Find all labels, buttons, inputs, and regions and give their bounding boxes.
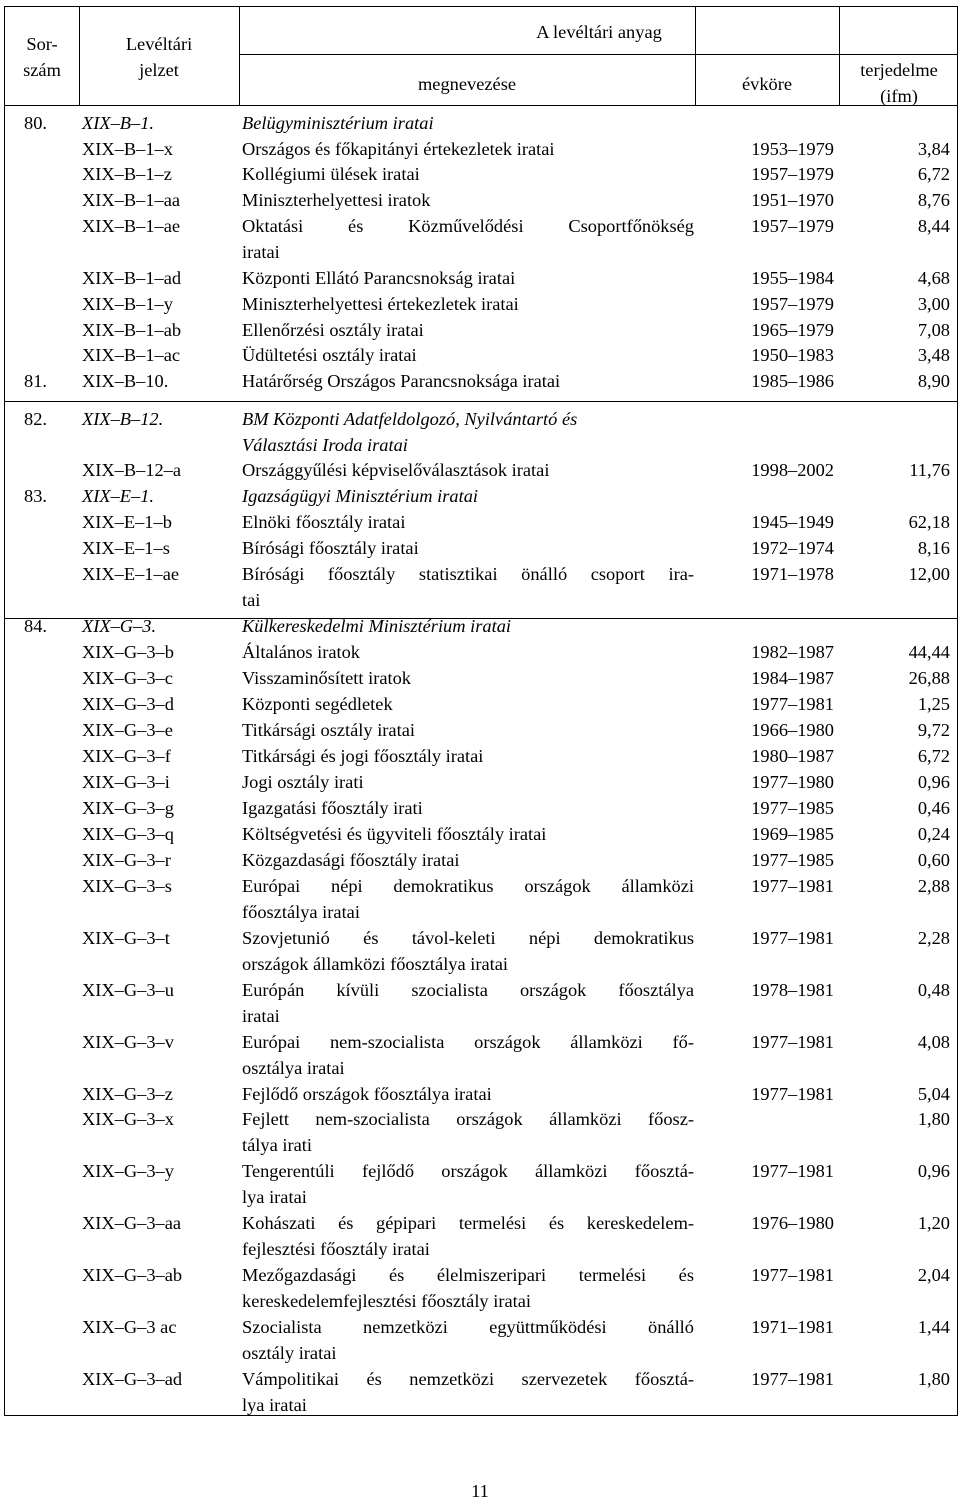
cell-jelzet: XIX–B–1.: [82, 113, 155, 133]
megnevezes-line: Oktatási és Közművelődési Csoportfőnökség: [242, 216, 694, 236]
cell-megnevezes: [242, 187, 694, 213]
cell-jelzet: XIX–G–3–i: [82, 772, 170, 792]
page-number: 11: [471, 1481, 489, 1501]
cell-jelzet: XIX–G–3–x: [82, 1109, 174, 1129]
header-terjedelme: terjedelme (ifm): [860, 60, 938, 106]
cell-megnevezes: [242, 509, 694, 535]
cell-megnevezes: [242, 1366, 694, 1418]
header-anyag: A levéltári anyag: [536, 22, 662, 42]
cell-jelzet: XIX–G–3–t: [82, 928, 170, 948]
cell-terjedelme: 4,08: [917, 1032, 950, 1052]
cell-jelzet: XIX–B–1–ab: [82, 320, 182, 340]
cell-sorszam: 83.: [24, 486, 47, 506]
cell-evkore: 1977–1981: [751, 1161, 834, 1181]
cell-jelzet: XIX–B–1–aa: [82, 190, 181, 210]
cell-terjedelme: 2,88: [917, 876, 950, 896]
cell-jelzet: XIX–G–3–v: [82, 1032, 174, 1052]
megnevezes-line: Tengerentúli fejlődő országok államközi főosztá-: [242, 1161, 694, 1181]
megnevezes-line: Elnöki főosztály iratai: [242, 512, 406, 532]
megnevezes-line: Mezőgazdasági és élelmiszeripari termelési és: [242, 1265, 694, 1285]
cell-terjedelme: 44,44: [908, 642, 950, 662]
cell-evkore: 1977–1980: [751, 772, 834, 792]
megnevezes-line: Fejlődő országok főosztálya iratai: [242, 1084, 492, 1104]
cell-megnevezes: [242, 213, 694, 265]
cell-jelzet: XIX–E–1–b: [82, 512, 172, 532]
cell-megnevezes: [242, 691, 694, 717]
megnevezes-line: lya iratai: [242, 1395, 307, 1415]
megnevezes-line: Kollégiumi ülések iratai: [242, 164, 420, 184]
megnevezes-line: Titkársági osztály iratai: [242, 720, 415, 740]
cell-jelzet: XIX–B–1–ad: [82, 268, 182, 288]
cell-evkore: 1955–1984: [751, 268, 834, 288]
cell-terjedelme: 2,04: [917, 1265, 950, 1285]
megnevezes-line: Szocialista nemzetközi együttműködési önálló: [242, 1317, 694, 1337]
row-separator: [4, 618, 958, 619]
cell-evkore: 1977–1981: [751, 694, 834, 714]
cell-megnevezes: [242, 613, 694, 639]
cell-terjedelme: 3,00: [917, 294, 950, 314]
cell-megnevezes: [242, 265, 694, 291]
cell-megnevezes: [242, 821, 694, 847]
cell-terjedelme: 4,68: [917, 268, 950, 288]
cell-evkore: 1966–1980: [751, 720, 834, 740]
cell-jelzet: XIX–G–3–y: [82, 1161, 174, 1181]
cell-evkore: 1950–1983: [751, 345, 834, 365]
cell-evkore: 1977–1981: [751, 1032, 834, 1052]
cell-sorszam: 84.: [24, 616, 47, 636]
header-jelzet: Levéltári jelzet: [125, 34, 193, 80]
cell-evkore: 1977–1981: [751, 1265, 834, 1285]
cell-evkore: 1957–1979: [751, 294, 834, 314]
cell-jelzet: XIX–G–3–d: [82, 694, 174, 714]
cell-jelzet: XIX–B–1–ae: [82, 216, 181, 236]
cell-evkore: 1984–1987: [751, 668, 834, 688]
megnevezes-line: Miniszterhelyettesi iratok: [242, 190, 431, 210]
cell-megnevezes: [242, 291, 694, 317]
cell-terjedelme: 1,80: [917, 1109, 950, 1129]
cell-evkore: 1998–2002: [751, 460, 834, 480]
cell-jelzet: XIX–B–1–ac: [82, 345, 181, 365]
cell-terjedelme: 12,00: [908, 564, 950, 584]
cell-megnevezes: [242, 457, 694, 483]
megnevezes-line: tálya irati: [242, 1135, 312, 1155]
cell-jelzet: XIX–G–3–b: [82, 642, 174, 662]
megnevezes-line: Bírósági főosztály statisztikai önálló csoport ira-: [242, 564, 694, 584]
cell-jelzet: XIX–G–3–z: [82, 1084, 173, 1104]
cell-evkore: 1976–1980: [751, 1213, 834, 1233]
cell-evkore: 1965–1979: [751, 320, 834, 340]
cell-megnevezes: [242, 1029, 694, 1081]
cell-terjedelme: 0,96: [917, 1161, 950, 1181]
cell-megnevezes: [242, 1081, 694, 1107]
megnevezes-line: Költségvetési és ügyviteli főosztály iratai: [242, 824, 547, 844]
cell-jelzet: XIX–B–1–y: [82, 294, 173, 314]
cell-jelzet: XIX–E–1.: [82, 486, 155, 506]
cell-megnevezes: [242, 406, 694, 458]
cell-jelzet: XIX–G–3–f: [82, 746, 171, 766]
table-header: [4, 6, 958, 106]
cell-megnevezes: [242, 342, 694, 368]
cell-evkore: 1945–1949: [751, 512, 834, 532]
header-megnevezes: megnevezése: [417, 74, 517, 94]
megnevezes-line: Vámpolitikai és nemzetközi szervezetek főosztá-: [242, 1369, 694, 1389]
cell-jelzet: XIX–B–12.: [82, 409, 164, 429]
cell-megnevezes: [242, 561, 694, 613]
cell-megnevezes: [242, 925, 694, 977]
megnevezes-line: Közgazdasági főosztály iratai: [242, 850, 460, 870]
cell-megnevezes: [242, 317, 694, 343]
cell-jelzet: XIX–G–3–g: [82, 798, 174, 818]
cell-evkore: 1977–1981: [751, 876, 834, 896]
megnevezes-line: Európai nem-szocialista országok államközi fő-: [242, 1032, 694, 1052]
cell-megnevezes: [242, 665, 694, 691]
cell-terjedelme: 62,18: [908, 512, 950, 532]
cell-megnevezes: [242, 1210, 694, 1262]
cell-evkore: 1971–1978: [751, 564, 834, 584]
cell-jelzet: XIX–G–3 ac: [82, 1317, 177, 1337]
megnevezes-line: Belügyminisztérium iratai: [242, 113, 434, 133]
header-sorszam: Sor- szám: [23, 34, 61, 80]
cell-jelzet: XIX–G–3–ab: [82, 1265, 183, 1285]
megnevezes-line: országok államközi főosztálya iratai: [242, 954, 509, 974]
cell-terjedelme: 7,08: [917, 320, 950, 340]
cell-terjedelme: 8,76: [917, 190, 950, 210]
cell-jelzet: XIX–G–3–q: [82, 824, 174, 844]
megnevezes-line: Országos és főkapitányi értekezletek iratai: [242, 139, 555, 159]
megnevezes-line: Általános iratok: [242, 642, 360, 662]
megnevezes-line: Visszaminősített iratok: [242, 668, 411, 688]
cell-evkore: 1953–1979: [751, 139, 834, 159]
megnevezes-line: lya iratai: [242, 1187, 307, 1207]
cell-megnevezes: [242, 847, 694, 873]
megnevezes-line: tai: [242, 590, 261, 610]
megnevezes-line: fejlesztési főosztály iratai: [242, 1239, 430, 1259]
megnevezes-line: osztály iratai: [242, 1343, 337, 1363]
cell-megnevezes: [242, 110, 694, 136]
cell-evkore: 1977–1981: [751, 928, 834, 948]
cell-megnevezes: [242, 535, 694, 561]
cell-megnevezes: [242, 873, 694, 925]
cell-terjedelme: 26,88: [908, 668, 950, 688]
megnevezes-line: Határőrség Országos Parancsnoksága iratai: [242, 371, 561, 391]
megnevezes-line: Jogi osztály irati: [242, 772, 364, 792]
cell-terjedelme: 3,84: [917, 139, 950, 159]
cell-megnevezes: [242, 161, 694, 187]
cell-terjedelme: 3,48: [917, 345, 950, 365]
row-separator: [4, 401, 958, 402]
megnevezes-line: Központi Ellátó Parancsnokság iratai: [242, 268, 516, 288]
cell-terjedelme: 8,16: [917, 538, 950, 558]
cell-jelzet: XIX–G–3–r: [82, 850, 171, 870]
cell-terjedelme: 0,24: [917, 824, 950, 844]
megnevezes-line: Üdültetési osztály iratai: [242, 345, 417, 365]
cell-jelzet: XIX–B–10.: [82, 371, 169, 391]
cell-terjedelme: 5,04: [917, 1084, 950, 1104]
cell-megnevezes: [242, 639, 694, 665]
cell-evkore: 1977–1985: [751, 850, 834, 870]
cell-terjedelme: 6,72: [917, 746, 950, 766]
megnevezes-line: Központi segédletek: [242, 694, 393, 714]
megnevezes-line: Fejlett nem-szocialista országok államközi főosz-: [242, 1109, 694, 1129]
cell-megnevezes: [242, 368, 694, 394]
megnevezes-line: iratai: [242, 242, 280, 262]
cell-terjedelme: 1,44: [917, 1317, 950, 1337]
cell-jelzet: XIX–B–1–z: [82, 164, 172, 184]
megnevezes-line: Miniszterhelyettesi értekezletek iratai: [242, 294, 519, 314]
cell-jelzet: XIX–G–3–aa: [82, 1213, 182, 1233]
cell-evkore: 1978–1981: [751, 980, 834, 1000]
cell-jelzet: XIX–G–3–ad: [82, 1369, 183, 1389]
cell-evkore: 1982–1987: [751, 642, 834, 662]
megnevezes-line: Igazságügyi Minisztérium iratai: [242, 486, 479, 506]
cell-jelzet: XIX–E–1–ae: [82, 564, 180, 584]
megnevezes-line: Szovjetunió és távol-keleti népi demokratikus: [242, 928, 694, 948]
cell-sorszam: 81.: [24, 371, 47, 391]
cell-terjedelme: 8,90: [917, 371, 950, 391]
cell-megnevezes: [242, 717, 694, 743]
megnevezes-line: kereskedelemfejlesztési főosztály iratai: [242, 1291, 532, 1311]
cell-terjedelme: 2,28: [917, 928, 950, 948]
megnevezes-line: Kohászati és gépipari termelési és kereskedelem-: [242, 1213, 694, 1233]
cell-terjedelme: 8,44: [917, 216, 950, 236]
cell-terjedelme: 0,60: [917, 850, 950, 870]
cell-evkore: 1977–1981: [751, 1084, 834, 1104]
cell-megnevezes: [242, 977, 694, 1029]
cell-megnevezes: [242, 1106, 694, 1158]
cell-evkore: 1977–1985: [751, 798, 834, 818]
cell-terjedelme: 9,72: [917, 720, 950, 740]
megnevezes-line: Európai népi demokratikus országok államközi: [242, 876, 694, 896]
cell-megnevezes: [242, 483, 694, 509]
megnevezes-line: Országgyűlési képviselőválasztások iratai: [242, 460, 550, 480]
cell-megnevezes: [242, 769, 694, 795]
cell-megnevezes: [242, 795, 694, 821]
cell-terjedelme: 1,25: [917, 694, 950, 714]
cell-megnevezes: [242, 1314, 694, 1366]
megnevezes-line: Ellenőrzési osztály iratai: [242, 320, 424, 340]
megnevezes-line: főosztálya iratai: [242, 902, 360, 922]
cell-evkore: 1957–1979: [751, 216, 834, 236]
cell-megnevezes: [242, 1262, 694, 1314]
cell-terjedelme: 1,80: [917, 1369, 950, 1389]
cell-evkore: 1980–1987: [751, 746, 834, 766]
cell-megnevezes: [242, 1158, 694, 1210]
megnevezes-line: Bírósági főosztály iratai: [242, 538, 419, 558]
header-evkore: évköre: [741, 74, 793, 94]
cell-jelzet: XIX–B–1–x: [82, 139, 173, 159]
cell-terjedelme: 11,76: [909, 460, 950, 480]
cell-jelzet: XIX–G–3–u: [82, 980, 174, 1000]
cell-terjedelme: 0,96: [917, 772, 950, 792]
cell-terjedelme: 1,20: [917, 1213, 950, 1233]
megnevezes-line: Titkársági és jogi főosztály iratai: [242, 746, 484, 766]
cell-jelzet: XIX–B–12–a: [82, 460, 182, 480]
cell-evkore: 1957–1979: [751, 164, 834, 184]
cell-evkore: 1977–1981: [751, 1369, 834, 1389]
megnevezes-line: iratai: [242, 1006, 280, 1026]
cell-evkore: 1972–1974: [751, 538, 834, 558]
cell-megnevezes: [242, 743, 694, 769]
megnevezes-line: Európán kívüli szocialista országok főosztálya: [242, 980, 694, 1000]
cell-jelzet: XIX–G–3–e: [82, 720, 173, 740]
cell-terjedelme: 0,46: [917, 798, 950, 818]
megnevezes-line: Választási Iroda iratai: [242, 435, 408, 455]
cell-jelzet: XIX–E–1–s: [82, 538, 170, 558]
cell-terjedelme: 0,48: [917, 980, 950, 1000]
cell-jelzet: XIX–G–3–c: [82, 668, 173, 688]
megnevezes-line: BM Központi Adatfeldolgozó, Nyilvántartó és: [242, 409, 578, 429]
cell-evkore: 1969–1985: [751, 824, 834, 844]
cell-jelzet: XIX–G–3–s: [82, 876, 172, 896]
cell-megnevezes: [242, 136, 694, 162]
cell-terjedelme: 6,72: [917, 164, 950, 184]
megnevezes-line: osztálya iratai: [242, 1058, 345, 1078]
cell-evkore: 1985–1986: [751, 371, 834, 391]
megnevezes-line: Külkereskedelmi Minisztérium iratai: [242, 616, 512, 636]
cell-evkore: 1971–1981: [751, 1317, 834, 1337]
cell-sorszam: 80.: [24, 113, 47, 133]
cell-jelzet: XIX–G–3.: [82, 616, 157, 636]
cell-sorszam: 82.: [24, 409, 47, 429]
megnevezes-line: Igazgatási főosztály irati: [242, 798, 423, 818]
cell-evkore: 1951–1970: [751, 190, 834, 210]
